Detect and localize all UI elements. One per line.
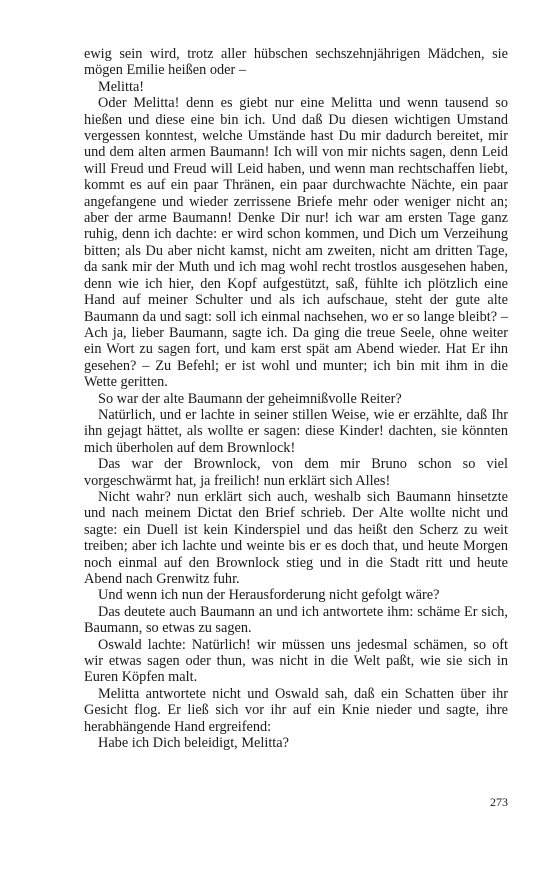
paragraph: Natürlich, und er lachte in seiner stillen Weise, wie er erzählte, daß Ihr ihn gejagt hättet, als wollte er sagen: diese Kinder! dachten, sie könnten mich überholen auf dem Brownlock! [84,406,508,456]
paragraph: ewig sein wird, trotz aller hübschen sechszehnjährigen Mädchen, sie mögen Emilie heißen oder – [84,46,508,79]
paragraph: So war der alte Baumann der geheimnißvolle Reiter? [98,390,402,407]
paragraph: Das war der Brownlock, von dem mir Bruno schon so viel vorgeschwärmt hat, ja freilich! nun erklärt sich Alles! [84,456,508,489]
paragraph: Habe ich Dich beleidigt, Melitta? [98,735,289,752]
paragraph: Oswald lachte: Natürlich! wir müssen uns jedesmal schämen, so oft wir etwas sagen oder thun, was nicht in die Welt paßt, wie sie sich in Euren Köpfen malt. [84,636,508,686]
paragraph: Nicht wahr? nun erklärt sich auch, weshalb sich Baumann hinsetzte und nach meinem Dictat den Brief schrieb. Der Alte wollte nicht und sagte: ein Duell ist kein Kinderspiel und das heißt den Scherz zu weit treiben; aber ich lachte und weinte bis er es doch that, und heute Morgen noch einmal auf den Brownlock stieg und in die Stadt ritt und heute Abend nach Grenwitz fuhr. [84,488,508,587]
paragraph: Melitta antwortete nicht und Oswald sah, daß ein Schatten über ihr Gesicht flog. Er ließ sich vor ihr auf ein Knie nieder und sagte, ihre herabhängende Hand ergreifend: [84,685,508,735]
page-number: 273 [490,795,508,809]
paragraph: Oder Melitta! denn es giebt nur eine Melitta und wenn tausend so hießen und diese eine bin ich. Und daß Du diesen wichtigen Umstand vergessen konntest, welche Umstände hast Du mir dadurch bereitet, mir und dem alten armen Baumann! Ich will von mir nichts sagen, denn Leid will Freud und Freud will Leid haben, und wenn man rechtschaffen liebt, kommt es auf ein paar Thränen, ein paar durchwachte Nächte, ein paar angefangene und wieder zerrissene Briefe mehr oder weniger nicht an; aber der arme Baumann! Denke Dir nur! ich war am ersten Tage ganz ruhig, denn ich dachte: er wird schon kommen, und Dich um Verzeihung bitten; als Du aber nicht kamst, nicht am zweiten, nicht am dritten Tage, da sank mir der Muth und ich mag wohl recht trostlos ausgesehen haben, denn wie ich hier, den Kopf aufgestützt, saß, fühlte ich plötzlich eine Hand auf meiner Schulter und als ich aufschaue, steht der gute alte Baumann da und sagt: soll ich einmal nachsehen, wo er so lange bleibt? – Ach ja, lieber Baumann, sagte ich. Da ging die treue Seele, ohne weiter ein Wort zu sagen fort, und kam erst spät am Abend wieder. Hat Er ihn gesehen? – Zu Befehl; er ist wohl und munter; ich bin mit ihm in die Wette geritten. [84,95,508,391]
paragraph: Das deutete auch Baumann an und ich antwortete ihm: schäme Er sich, Baumann, so etwas zu sagen. [84,603,508,637]
paragraph: Und wenn ich nun der Herausforderung nicht gefolgt wäre? [98,587,440,604]
body-text [84,46,508,751]
paragraph: Melitta! [98,78,145,95]
